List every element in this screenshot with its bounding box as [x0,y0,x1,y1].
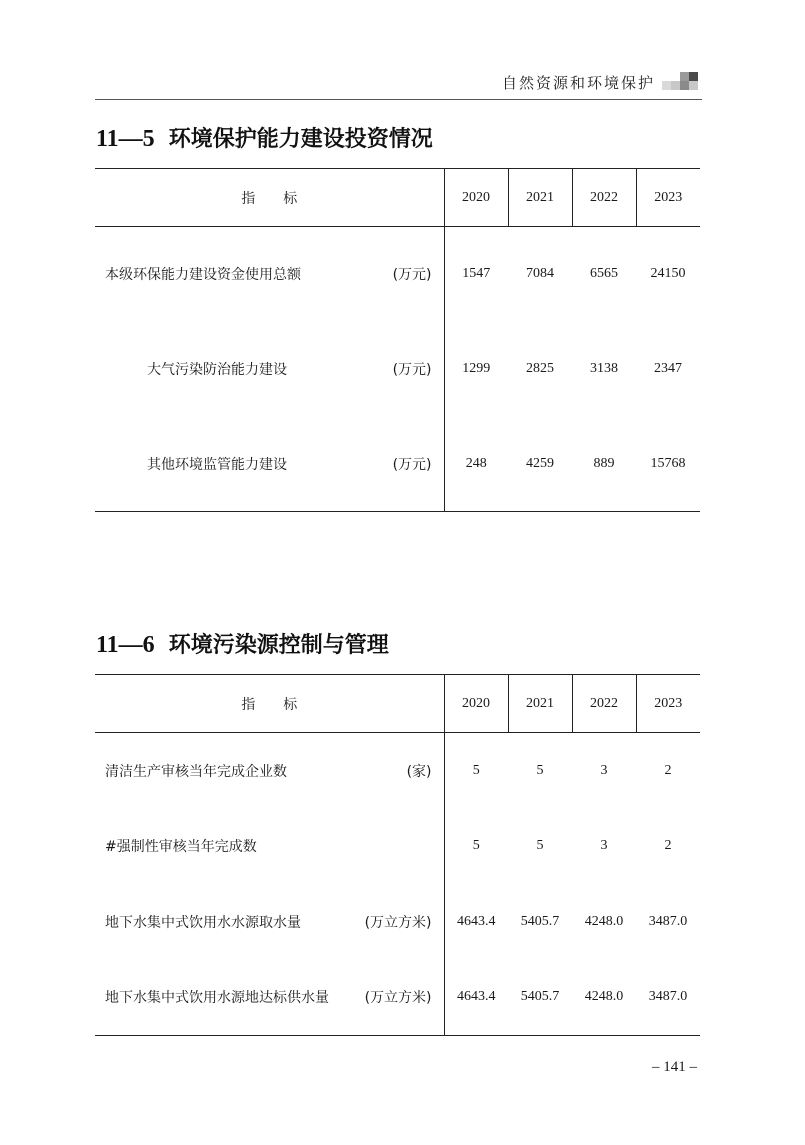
row-unit: (万立方米) [364,990,432,1007]
table2-header-year: 2023 [636,675,700,733]
cell-value: 2 [664,838,672,853]
table1-header-year: 2021 [508,169,572,227]
row-name: 地下水集中式饮用水水源取水量 [105,914,301,931]
cell-value: 24150 [650,266,686,282]
table1-header-row [95,169,700,227]
cell-value: 5405.7 [520,913,560,929]
row-name: 其他环境监管能力建设 [147,456,287,473]
running-header-title: 自然资源和环境保护 [501,74,655,92]
cell-value: 4643.4 [457,913,496,929]
table1-header-year: 2022 [572,169,636,227]
row-indicator [95,417,444,512]
cell-value: 2 [664,762,672,778]
table2-header-year: 2020 [462,695,490,711]
table-row [95,322,700,417]
row-unit: (万元) [392,267,432,284]
row-indicator [95,733,444,809]
row-unit: (家) [406,763,432,780]
table1-header-year: 2020 [462,189,490,205]
cell-value: 4248.0 [584,989,624,1005]
cell-value: 6565 [590,266,618,282]
table1-header-indicator: 指标 [95,169,444,227]
header-rule [95,99,702,100]
cell-value: 5405.7 [520,989,560,1005]
table-row [95,960,700,1036]
table-row [95,227,700,322]
row-indicator [95,322,444,417]
table1-heading [96,122,433,153]
cell-value: 889 [593,455,615,471]
row-name: 地下水集中式饮用水源地达标供水量 [105,990,329,1007]
cell-value: 4248.0 [584,913,624,929]
table-row [95,417,700,512]
cell-value: 15768 [650,455,686,471]
header-decoration [662,72,702,92]
table2-header-year: 2021 [508,675,572,733]
cell-value: 248 [465,455,487,471]
table2-number: 11—6 [96,632,155,658]
row-name: 大气污染防治能力建设 [147,362,287,378]
cell-value: 5 [536,838,544,853]
row-name: 清洁生产审核当年完成企业数 [105,763,287,780]
cell-value: 2825 [526,361,554,376]
row-name: 本级环保能力建设资金使用总额 [105,267,301,284]
cell-value: 7084 [526,266,554,282]
cell-value: 3138 [590,361,618,376]
cell-value: 5 [472,762,480,778]
cell-value: 3487.0 [648,989,688,1005]
row-unit: (万元) [392,362,432,378]
cell-value: 1299 [462,361,491,376]
table2-heading [96,628,389,659]
table2-title: 环境污染源控制与管理 [168,632,389,658]
table2-header-year: 2022 [572,675,636,733]
table1 [95,168,700,512]
cell-value: 3 [600,762,608,778]
row-unit: (万元) [392,456,432,473]
table2 [95,674,700,1036]
table-row [95,884,700,960]
table1-header-year: 2023 [636,169,700,227]
row-name: #强制性审核当年完成数 [105,839,257,855]
table2-header-indicator: 指标 [95,675,444,733]
table1-title: 环境保护能力建设投资情况 [168,126,433,152]
cell-value: 3487.0 [648,913,688,929]
row-indicator [95,809,444,884]
table-row [95,809,700,884]
cell-value: 5 [536,762,544,778]
row-unit: (万立方米) [364,914,432,931]
cell-value: 4259 [526,455,554,471]
cell-value: 5 [472,838,480,853]
cell-value: 4643.4 [457,989,496,1005]
row-indicator [95,960,444,1036]
row-indicator [95,884,444,960]
table-row [95,733,700,809]
table2-header-row [95,675,700,733]
page-number: – 141 – [652,1059,697,1075]
table1-number: 11—5 [96,126,155,152]
cell-value: 2347 [654,361,682,376]
row-indicator [95,227,444,322]
cell-value: 3 [600,838,608,853]
cell-value: 1547 [462,266,491,282]
